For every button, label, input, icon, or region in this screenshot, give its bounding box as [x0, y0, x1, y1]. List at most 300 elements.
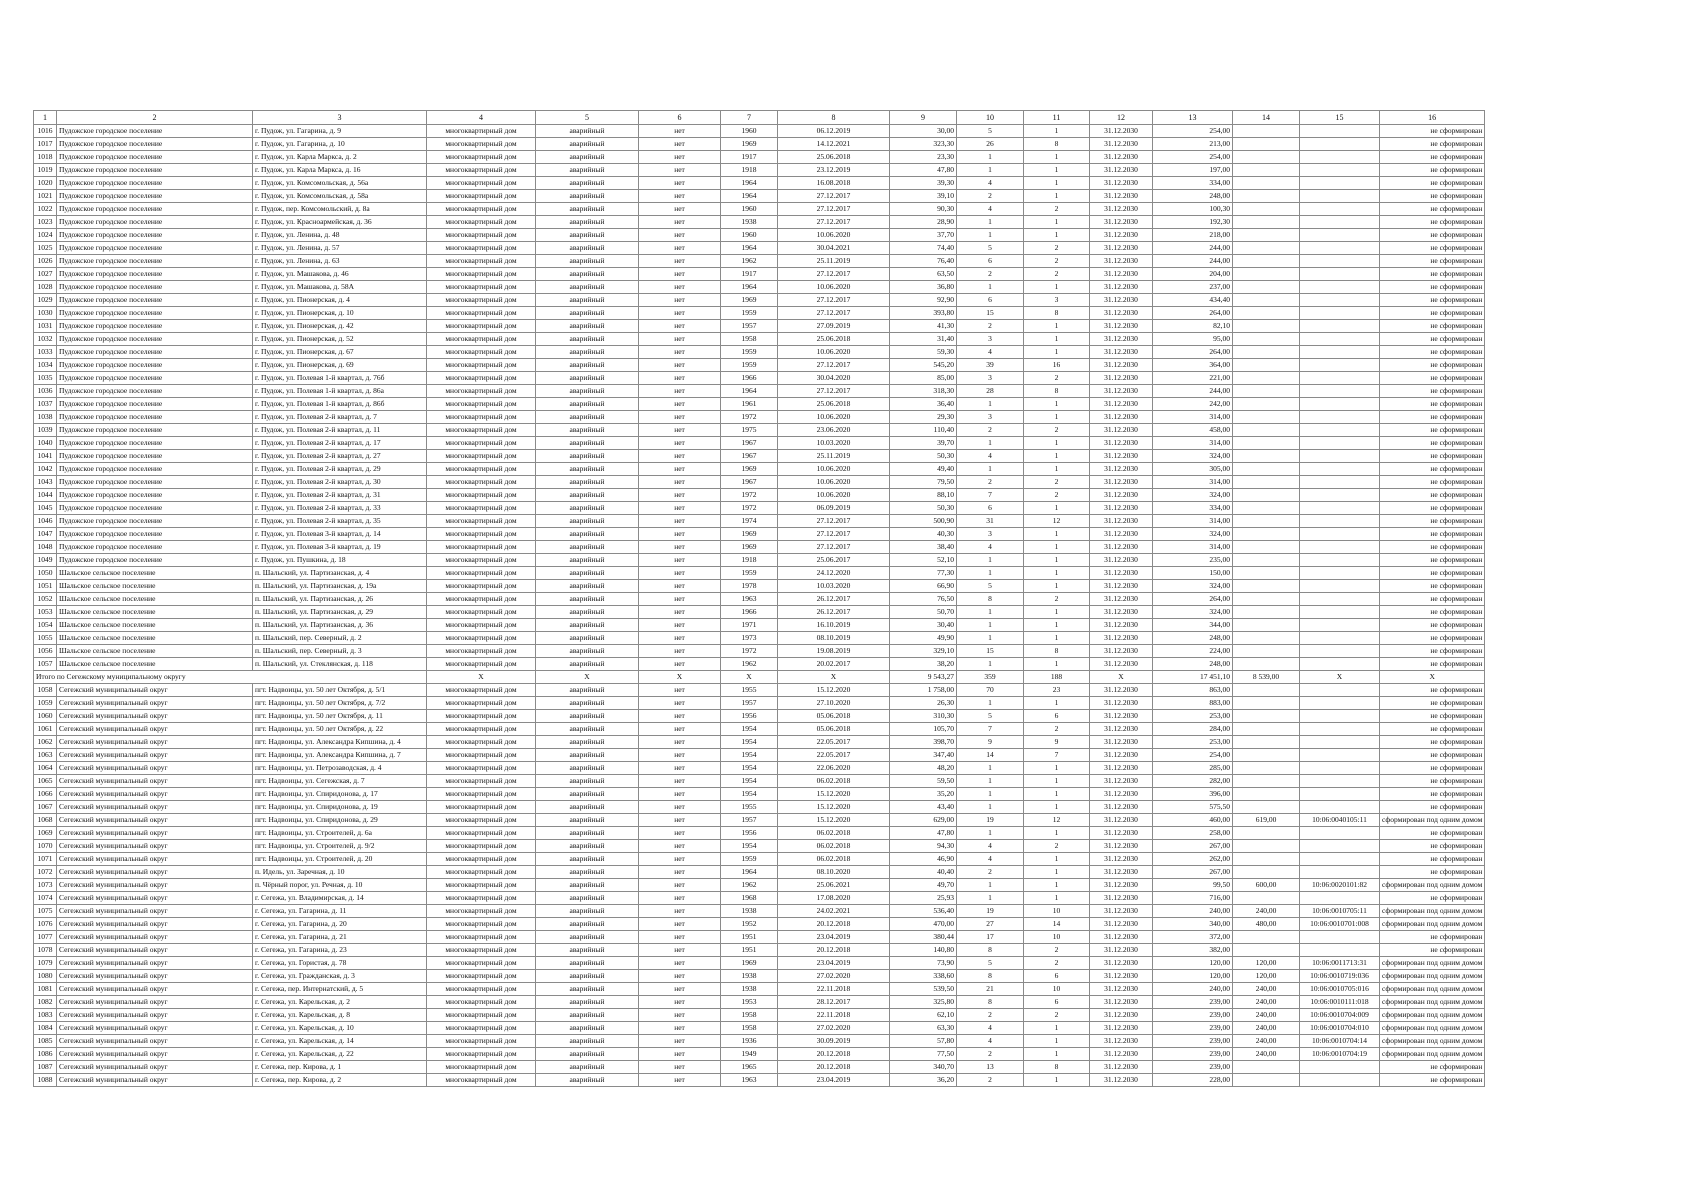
cell-cadastral-number — [1300, 489, 1380, 502]
cell-recognition-date: 10.06.2020 — [778, 229, 890, 242]
cell-row-number: 1041 — [34, 450, 57, 463]
cell-build-year: 1917 — [721, 151, 778, 164]
cell-condition: аварийный — [536, 398, 639, 411]
cell-cost: 248,00 — [1153, 658, 1233, 671]
cell-area: 59,50 — [890, 775, 957, 788]
cell-land-status: не сформирован — [1380, 372, 1485, 385]
header-cell: 13 — [1153, 111, 1233, 125]
cell-land-status: не сформирован — [1380, 892, 1485, 905]
cell-cost: 239,00 — [1153, 1048, 1233, 1061]
cell-area: 38,20 — [890, 658, 957, 671]
cell-apartments: 14 — [1024, 918, 1090, 931]
cell-address: г. Сегежа, пер. Кирова, д. 2 — [253, 1074, 427, 1087]
cell-cost: 334,00 — [1153, 177, 1233, 190]
cell-area: 38,40 — [890, 541, 957, 554]
cell-deadline: 31.12.2030 — [1090, 957, 1153, 970]
cell-flag: нет — [639, 814, 721, 827]
cell-apartments: 1 — [1024, 632, 1090, 645]
cell-land-status: не сформирован — [1380, 580, 1485, 593]
cell-address: г. Пудож, ул. Гагарина, д. 10 — [253, 138, 427, 151]
cell-cost: 324,00 — [1153, 528, 1233, 541]
cell-cadastral-number: 10:06:0010704:010 — [1300, 1022, 1380, 1035]
cell-recognition-date: 10.06.2020 — [778, 476, 890, 489]
cell-build-year: 1972 — [721, 645, 778, 658]
cell-apartments: 1 — [1024, 281, 1090, 294]
cell-land-area — [1233, 463, 1300, 476]
cell-municipality: Сегежский муниципальный округ — [57, 684, 253, 697]
cell-apartments: 8 — [1024, 385, 1090, 398]
cell-area: 329,10 — [890, 645, 957, 658]
cell-area: 79,50 — [890, 476, 957, 489]
cell-cost: 218,00 — [1153, 229, 1233, 242]
housing-register-table — [33, 110, 1485, 1087]
cell-municipality: Сегежский муниципальный округ — [57, 710, 253, 723]
table-row — [34, 359, 1485, 372]
cell-cost: 120,00 — [1153, 957, 1233, 970]
cell-cost: 228,00 — [1153, 1074, 1233, 1087]
cell-deadline: 31.12.2030 — [1090, 814, 1153, 827]
cell-residents: 5 — [957, 957, 1024, 970]
table-row — [34, 697, 1485, 710]
cell-building-type: многоквартирный дом — [427, 684, 536, 697]
cell-recognition-date: 06.12.2019 — [778, 125, 890, 138]
cell-row-number: 1067 — [34, 801, 57, 814]
cell-recognition-date: 25.06.2021 — [778, 879, 890, 892]
table-row — [34, 541, 1485, 554]
table-row — [34, 255, 1485, 268]
cell-recognition-date: 20.12.2018 — [778, 918, 890, 931]
cell-build-year: 1951 — [721, 944, 778, 957]
cell-municipality: Пудожское городское поселение — [57, 190, 253, 203]
cell-residents: 1 — [957, 697, 1024, 710]
cell-address: г. Пудож, ул. Полевая 2-й квартал, д. 33 — [253, 502, 427, 515]
cell-area: 46,90 — [890, 853, 957, 866]
cell-residents: 1 — [957, 606, 1024, 619]
table-row — [34, 762, 1485, 775]
cell-flag: нет — [639, 840, 721, 853]
table-row — [34, 398, 1485, 411]
cell-condition: аварийный — [536, 372, 639, 385]
cell-condition: аварийный — [536, 957, 639, 970]
cell-apartments: 1 — [1024, 658, 1090, 671]
cell-recognition-date: 27.10.2020 — [778, 697, 890, 710]
cell-condition: аварийный — [536, 918, 639, 931]
cell-recognition-date: 10.06.2020 — [778, 281, 890, 294]
cell-deadline: 31.12.2030 — [1090, 879, 1153, 892]
cell-apartments: 1 — [1024, 528, 1090, 541]
cell-row-number: 1080 — [34, 970, 57, 983]
cell-land-status: не сформирован — [1380, 866, 1485, 879]
cell-address: пгт. Надвоицы, ул. Петрозаводская, д. 4 — [253, 762, 427, 775]
cell-cadastral-number — [1300, 749, 1380, 762]
table-row — [34, 307, 1485, 320]
cell-build-year: 1965 — [721, 1061, 778, 1074]
total-recognition-date: X — [778, 671, 890, 684]
cell-land-status: не сформирован — [1380, 463, 1485, 476]
cell-deadline: 31.12.2030 — [1090, 788, 1153, 801]
cell-flag: нет — [639, 762, 721, 775]
cell-apartments: 1 — [1024, 554, 1090, 567]
cell-land-area — [1233, 645, 1300, 658]
cell-land-area — [1233, 424, 1300, 437]
cell-row-number: 1083 — [34, 1009, 57, 1022]
cell-recognition-date: 05.06.2018 — [778, 723, 890, 736]
cell-municipality: Пудожское городское поселение — [57, 203, 253, 216]
cell-cadastral-number — [1300, 463, 1380, 476]
cell-area: 39,10 — [890, 190, 957, 203]
cell-land-area — [1233, 190, 1300, 203]
header-cell: 14 — [1233, 111, 1300, 125]
cell-land-status: не сформирован — [1380, 502, 1485, 515]
table-row — [34, 944, 1485, 957]
cell-municipality: Сегежский муниципальный округ — [57, 827, 253, 840]
cell-apartments: 6 — [1024, 970, 1090, 983]
cell-flag: нет — [639, 190, 721, 203]
cell-cost: 434,40 — [1153, 294, 1233, 307]
cell-address: п. Шальский, ул. Партизанская, д. 36 — [253, 619, 427, 632]
cell-building-type: многоквартирный дом — [427, 203, 536, 216]
cell-building-type: многоквартирный дом — [427, 905, 536, 918]
cell-build-year: 1964 — [721, 242, 778, 255]
cell-cadastral-number — [1300, 944, 1380, 957]
cell-municipality: Пудожское городское поселение — [57, 359, 253, 372]
cell-flag: нет — [639, 918, 721, 931]
cell-apartments: 1 — [1024, 320, 1090, 333]
cell-condition: аварийный — [536, 840, 639, 853]
cell-condition: аварийный — [536, 801, 639, 814]
table-row — [34, 528, 1485, 541]
cell-cadastral-number — [1300, 697, 1380, 710]
cell-cadastral-number — [1300, 203, 1380, 216]
cell-apartments: 2 — [1024, 944, 1090, 957]
cell-address: г. Пудож, ул. Полевая 2-й квартал, д. 31 — [253, 489, 427, 502]
table-row — [34, 1022, 1485, 1035]
cell-municipality: Сегежский муниципальный округ — [57, 957, 253, 970]
cell-cadastral-number — [1300, 1061, 1380, 1074]
cell-building-type: многоквартирный дом — [427, 177, 536, 190]
cell-apartments: 2 — [1024, 957, 1090, 970]
cell-recognition-date: 23.06.2020 — [778, 424, 890, 437]
cell-cost: 95,00 — [1153, 333, 1233, 346]
cell-condition: аварийный — [536, 1048, 639, 1061]
cell-apartments: 2 — [1024, 372, 1090, 385]
cell-area: 140,80 — [890, 944, 957, 957]
cell-residents: 7 — [957, 723, 1024, 736]
cell-recognition-date: 10.06.2020 — [778, 489, 890, 502]
cell-recognition-date: 06.02.2018 — [778, 827, 890, 840]
cell-recognition-date: 23.04.2019 — [778, 931, 890, 944]
cell-land-area — [1233, 697, 1300, 710]
cell-recognition-date: 27.12.2017 — [778, 190, 890, 203]
cell-apartments: 23 — [1024, 684, 1090, 697]
cell-flag: нет — [639, 697, 721, 710]
cell-residents: 13 — [957, 1061, 1024, 1074]
cell-build-year: 1962 — [721, 255, 778, 268]
cell-address: г. Пудож, ул. Полевая 2-й квартал, д. 30 — [253, 476, 427, 489]
cell-build-year: 1963 — [721, 1074, 778, 1087]
cell-cost: 883,00 — [1153, 697, 1233, 710]
cell-recognition-date: 27.09.2019 — [778, 320, 890, 333]
table-row — [34, 281, 1485, 294]
cell-residents: 1 — [957, 229, 1024, 242]
cell-row-number: 1038 — [34, 411, 57, 424]
cell-address: пгт. Надвоицы, ул. Спиридонова, д. 19 — [253, 801, 427, 814]
cell-flag: нет — [639, 827, 721, 840]
cell-apartments: 2 — [1024, 424, 1090, 437]
cell-building-type: многоквартирный дом — [427, 632, 536, 645]
cell-land-area — [1233, 489, 1300, 502]
cell-apartments: 1 — [1024, 775, 1090, 788]
cell-residents: 3 — [957, 333, 1024, 346]
cell-deadline: 31.12.2030 — [1090, 528, 1153, 541]
cell-municipality: Пудожское городское поселение — [57, 424, 253, 437]
cell-recognition-date: 22.11.2018 — [778, 983, 890, 996]
cell-residents: 31 — [957, 515, 1024, 528]
cell-building-type: многоквартирный дом — [427, 580, 536, 593]
cell-cost: 213,00 — [1153, 138, 1233, 151]
cell-condition: аварийный — [536, 866, 639, 879]
cell-recognition-date: 27.12.2017 — [778, 294, 890, 307]
cell-municipality: Пудожское городское поселение — [57, 177, 253, 190]
cell-condition: аварийный — [536, 814, 639, 827]
cell-land-area — [1233, 710, 1300, 723]
cell-cadastral-number — [1300, 710, 1380, 723]
table-row — [34, 723, 1485, 736]
cell-land-status: не сформирован — [1380, 177, 1485, 190]
cell-apartments: 2 — [1024, 242, 1090, 255]
cell-recognition-date: 27.12.2017 — [778, 203, 890, 216]
cell-condition: аварийный — [536, 970, 639, 983]
cell-apartments: 1 — [1024, 450, 1090, 463]
cell-apartments: 1 — [1024, 827, 1090, 840]
cell-municipality: Сегежский муниципальный округ — [57, 723, 253, 736]
cell-address: г. Сегежа, ул. Карельская, д. 2 — [253, 996, 427, 1009]
header-cell: 8 — [778, 111, 890, 125]
total-apartments: 188 — [1024, 671, 1090, 684]
cell-building-type: многоквартирный дом — [427, 476, 536, 489]
cell-municipality: Сегежский муниципальный округ — [57, 697, 253, 710]
cell-land-area: 240,00 — [1233, 1009, 1300, 1022]
cell-land-status: не сформирован — [1380, 307, 1485, 320]
cell-row-number: 1043 — [34, 476, 57, 489]
cell-municipality: Пудожское городское поселение — [57, 320, 253, 333]
cell-land-status: не сформирован — [1380, 190, 1485, 203]
table-row — [34, 918, 1485, 931]
cell-area: 36,80 — [890, 281, 957, 294]
cell-deadline: 31.12.2030 — [1090, 996, 1153, 1009]
cell-flag: нет — [639, 164, 721, 177]
cell-land-area — [1233, 606, 1300, 619]
cell-condition: аварийный — [536, 749, 639, 762]
cell-municipality: Сегежский муниципальный округ — [57, 1009, 253, 1022]
cell-building-type: многоквартирный дом — [427, 554, 536, 567]
cell-municipality: Пудожское городское поселение — [57, 294, 253, 307]
table-row — [34, 645, 1485, 658]
cell-area: 40,40 — [890, 866, 957, 879]
cell-land-area: 120,00 — [1233, 970, 1300, 983]
cell-land-area: 240,00 — [1233, 983, 1300, 996]
cell-build-year: 1960 — [721, 203, 778, 216]
cell-deadline: 31.12.2030 — [1090, 294, 1153, 307]
cell-address: пгт. Надвоицы, ул. Строителей, д. 9/2 — [253, 840, 427, 853]
cell-flag: нет — [639, 216, 721, 229]
cell-building-type: многоквартирный дом — [427, 814, 536, 827]
cell-recognition-date: 27.02.2020 — [778, 970, 890, 983]
table-body — [34, 125, 1485, 1087]
cell-build-year: 1959 — [721, 346, 778, 359]
cell-building-type: многоквартирный дом — [427, 320, 536, 333]
cell-address: г. Сегежа, ул. Владимирская, д. 14 — [253, 892, 427, 905]
cell-build-year: 1975 — [721, 424, 778, 437]
cell-residents: 4 — [957, 1022, 1024, 1035]
cell-condition: аварийный — [536, 346, 639, 359]
cell-recognition-date: 06.02.2018 — [778, 775, 890, 788]
cell-cadastral-number — [1300, 632, 1380, 645]
cell-land-status: не сформирован — [1380, 437, 1485, 450]
cell-apartments: 2 — [1024, 476, 1090, 489]
cell-municipality: Шальское сельское поселение — [57, 658, 253, 671]
cell-recognition-date: 25.06.2018 — [778, 151, 890, 164]
cell-condition: аварийный — [536, 489, 639, 502]
cell-residents: 1 — [957, 151, 1024, 164]
cell-cadastral-number — [1300, 333, 1380, 346]
cell-flag: нет — [639, 1061, 721, 1074]
cell-area: 31,40 — [890, 333, 957, 346]
cell-land-status: не сформирован — [1380, 931, 1485, 944]
cell-residents: 3 — [957, 528, 1024, 541]
cell-apartments: 1 — [1024, 229, 1090, 242]
cell-building-type: многоквартирный дом — [427, 411, 536, 424]
cell-apartments: 1 — [1024, 411, 1090, 424]
cell-row-number: 1084 — [34, 1022, 57, 1035]
cell-row-number: 1052 — [34, 593, 57, 606]
cell-address: п. Шальский, пер. Северный, д. 2 — [253, 632, 427, 645]
header-cell: 7 — [721, 111, 778, 125]
table-row — [34, 1074, 1485, 1087]
cell-cadastral-number — [1300, 255, 1380, 268]
cell-residents: 1 — [957, 619, 1024, 632]
cell-building-type: многоквартирный дом — [427, 437, 536, 450]
cell-build-year: 1973 — [721, 632, 778, 645]
cell-build-year: 1972 — [721, 411, 778, 424]
cell-apartments: 1 — [1024, 788, 1090, 801]
cell-land-area — [1233, 281, 1300, 294]
cell-area: 85,00 — [890, 372, 957, 385]
cell-flag: нет — [639, 606, 721, 619]
cell-building-type: многоквартирный дом — [427, 944, 536, 957]
cell-cadastral-number — [1300, 619, 1380, 632]
total-row — [34, 671, 1485, 684]
cell-condition: аварийный — [536, 788, 639, 801]
cell-build-year: 1972 — [721, 489, 778, 502]
cell-building-type: многоквартирный дом — [427, 879, 536, 892]
cell-municipality: Пудожское городское поселение — [57, 476, 253, 489]
cell-cost: 258,00 — [1153, 827, 1233, 840]
cell-address: г. Пудож, ул. Ленина, д. 57 — [253, 242, 427, 255]
cell-land-status: не сформирован — [1380, 385, 1485, 398]
cell-address: пгт. Надвоицы, ул. Строителей, д. 20 — [253, 853, 427, 866]
cell-deadline: 31.12.2030 — [1090, 463, 1153, 476]
cell-address: г. Пудож, ул. Пионерская, д. 4 — [253, 294, 427, 307]
cell-area: 49,90 — [890, 632, 957, 645]
cell-deadline: 31.12.2030 — [1090, 606, 1153, 619]
cell-deadline: 31.12.2030 — [1090, 736, 1153, 749]
cell-building-type: многоквартирный дом — [427, 1035, 536, 1048]
cell-cost: 237,00 — [1153, 281, 1233, 294]
cell-apartments: 1 — [1024, 398, 1090, 411]
cell-land-status: не сформирован — [1380, 229, 1485, 242]
cell-recognition-date: 20.12.2018 — [778, 944, 890, 957]
cell-address: г. Сегежа, ул. Гагарина, д. 11 — [253, 905, 427, 918]
cell-land-area — [1233, 437, 1300, 450]
cell-deadline: 31.12.2030 — [1090, 892, 1153, 905]
cell-recognition-date: 30.04.2020 — [778, 372, 890, 385]
cell-area: 28,90 — [890, 216, 957, 229]
cell-residents: 2 — [957, 476, 1024, 489]
cell-land-area — [1233, 593, 1300, 606]
cell-municipality: Сегежский муниципальный округ — [57, 801, 253, 814]
total-area: 9 543,27 — [890, 671, 957, 684]
cell-deadline: 31.12.2030 — [1090, 359, 1153, 372]
cell-address: пгт. Надвоицы, ул. 50 лет Октября, д. 5/1 — [253, 684, 427, 697]
cell-cadastral-number — [1300, 775, 1380, 788]
cell-municipality: Пудожское городское поселение — [57, 307, 253, 320]
cell-address: п. Шальский, ул. Партизанская, д. 4 — [253, 567, 427, 580]
cell-apartments: 1 — [1024, 801, 1090, 814]
cell-land-status: сформирован под одним домом — [1380, 983, 1485, 996]
cell-recognition-date: 23.04.2019 — [778, 1074, 890, 1087]
cell-recognition-date: 27.12.2017 — [778, 528, 890, 541]
cell-flag: нет — [639, 255, 721, 268]
cell-municipality: Сегежский муниципальный округ — [57, 970, 253, 983]
cell-residents: 2 — [957, 1074, 1024, 1087]
cell-municipality: Сегежский муниципальный округ — [57, 892, 253, 905]
cell-address: г. Сегежа, ул. Карельская, д. 22 — [253, 1048, 427, 1061]
table-row — [34, 1048, 1485, 1061]
cell-deadline: 31.12.2030 — [1090, 1061, 1153, 1074]
cell-cadastral-number — [1300, 229, 1380, 242]
cell-cost: 244,00 — [1153, 242, 1233, 255]
header-cell: 10 — [957, 111, 1024, 125]
cell-recognition-date: 15.12.2020 — [778, 788, 890, 801]
cell-land-area — [1233, 541, 1300, 554]
cell-condition: аварийный — [536, 983, 639, 996]
cell-build-year: 1969 — [721, 294, 778, 307]
cell-municipality: Сегежский муниципальный округ — [57, 944, 253, 957]
table-row — [34, 138, 1485, 151]
cell-cost: 314,00 — [1153, 476, 1233, 489]
cell-row-number: 1023 — [34, 216, 57, 229]
cell-cost: 305,00 — [1153, 463, 1233, 476]
table-row — [34, 320, 1485, 333]
cell-deadline: 31.12.2030 — [1090, 502, 1153, 515]
cell-row-number: 1040 — [34, 437, 57, 450]
cell-build-year: 1960 — [721, 125, 778, 138]
cell-row-number: 1073 — [34, 879, 57, 892]
cell-municipality: Сегежский муниципальный округ — [57, 996, 253, 1009]
cell-municipality: Пудожское городское поселение — [57, 281, 253, 294]
cell-land-status: не сформирован — [1380, 567, 1485, 580]
cell-condition: аварийный — [536, 294, 639, 307]
cell-land-status: не сформирован — [1380, 203, 1485, 216]
cell-build-year: 1954 — [721, 775, 778, 788]
cell-land-status: сформирован под одним домом — [1380, 905, 1485, 918]
cell-recognition-date: 30.09.2019 — [778, 1035, 890, 1048]
cell-building-type: многоквартирный дом — [427, 1022, 536, 1035]
cell-land-area — [1233, 164, 1300, 177]
cell-row-number: 1058 — [34, 684, 57, 697]
cell-building-type: многоквартирный дом — [427, 528, 536, 541]
